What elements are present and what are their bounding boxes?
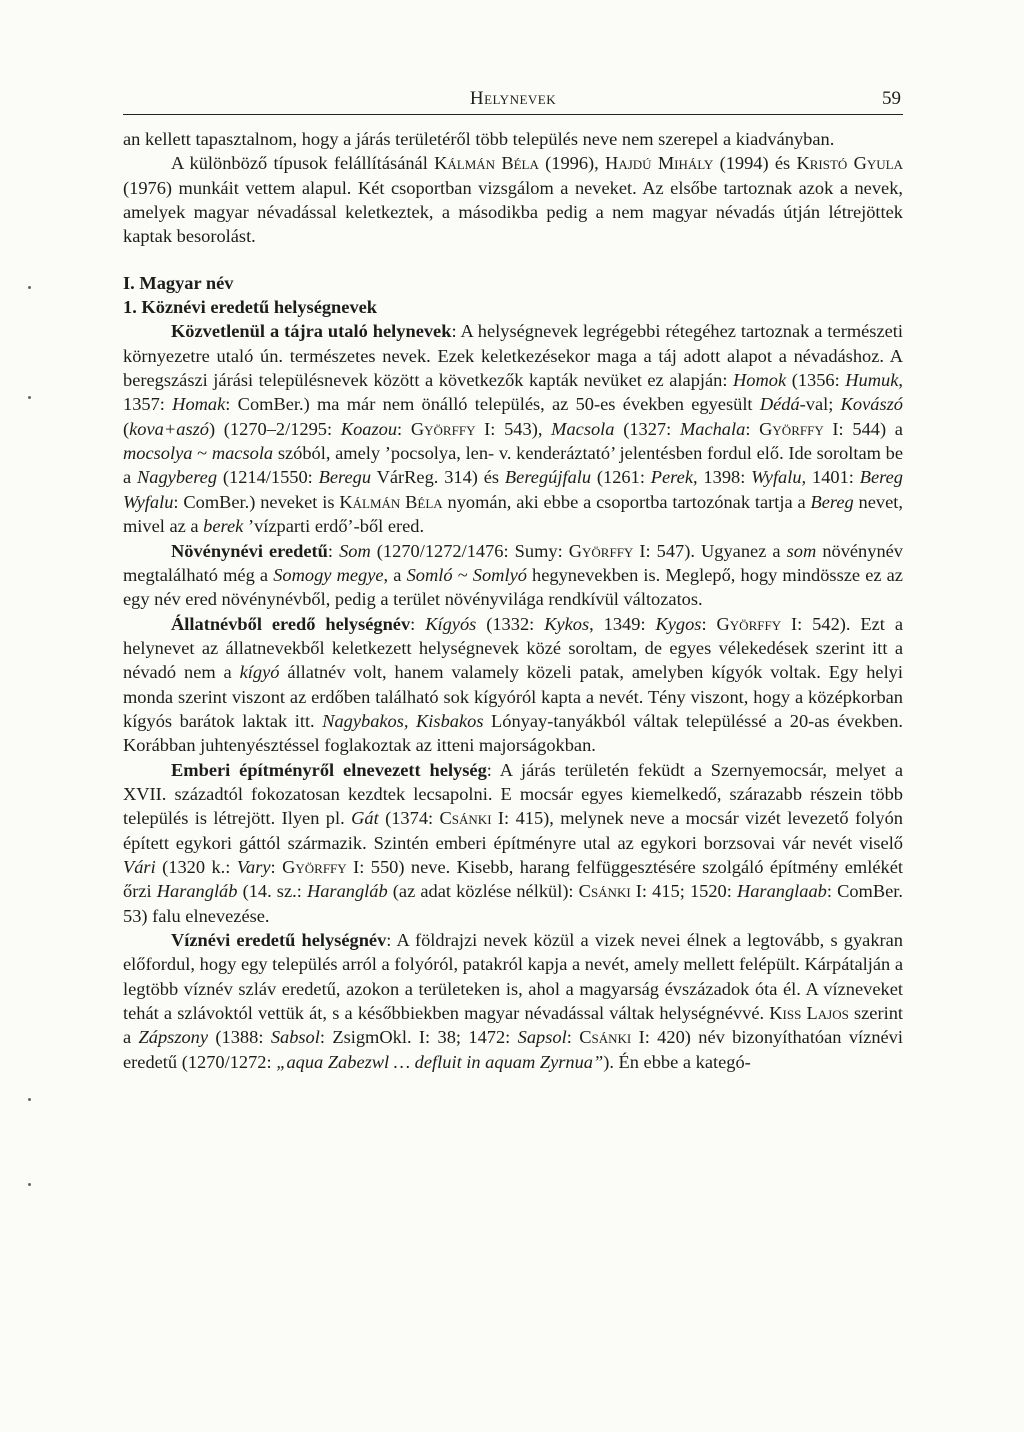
text-run: hegynevekben is. Meglepő, hogy mindössze ez az egy név ered növénynévből, pedig a terület növényvilága rendkívül változatos. bbox=[123, 564, 903, 610]
text-run: (14. sz.: bbox=[237, 881, 307, 902]
text-run: I: 543), bbox=[475, 418, 552, 439]
italic-term: kova+aszó bbox=[129, 418, 209, 439]
italic-term: Sabsol bbox=[270, 1027, 320, 1048]
text-run: : bbox=[270, 856, 283, 877]
paragraph-label: Emberi építményről elnevezett helység bbox=[171, 759, 487, 780]
page bbox=[123, 84, 903, 1074]
italic-term: Homok bbox=[733, 370, 787, 391]
text-run: (1374: bbox=[378, 808, 440, 829]
text-run: I: 544) a bbox=[823, 418, 903, 439]
author-name: Kálmán Béla bbox=[339, 491, 443, 512]
italic-term: Zápszony bbox=[138, 1027, 209, 1048]
italic-term: Kygos bbox=[655, 613, 702, 634]
paragraph bbox=[123, 612, 903, 758]
author-name: Kristó Gyula bbox=[796, 153, 903, 174]
text-run: , 1398: bbox=[692, 467, 752, 488]
text-run: I: 420) név bizonyíthatóan víznévi eredetű (1270/1272: bbox=[123, 1027, 903, 1072]
paragraph-label: Közvetlenül a tájra utaló helynevek bbox=[171, 321, 452, 342]
text-run: növénynév megtalálható még a bbox=[123, 540, 904, 585]
text-run: : A helységnevek legrégebbi rétegéhez tartoznak a természeti környezetre utaló ún. természetes nevek. Ezek keletkezésekor maga a táj adott alapot a névadáshoz. A beregszászi járási településnevek között a következők kapták nevüket ez alapján: bbox=[123, 321, 903, 391]
author-name: Kálmán Béla bbox=[434, 153, 539, 174]
paragraph bbox=[123, 758, 903, 928]
italic-term: Som bbox=[339, 540, 371, 561]
italic-term: Machala bbox=[679, 418, 746, 439]
italic-term: Somogy megye bbox=[273, 564, 384, 585]
italic-term: Nagybereg bbox=[137, 467, 218, 488]
italic-term: Beregu bbox=[318, 467, 372, 488]
text-run: : ComBer. 53) falu elnevezése. bbox=[123, 881, 903, 926]
text-run: an kellett tapasztalnom, hogy a járás területéről több település neve nem szerepel a kiadványban. bbox=[123, 129, 835, 149]
italic-term: Dédá bbox=[759, 394, 800, 415]
text-run: : bbox=[701, 613, 717, 634]
paragraph-label: Állatnévből eredő helységnév bbox=[171, 613, 411, 634]
text-run: Lónyay-tanyákból váltak településsé a 20-as években. Korábban juhtenyésztéssel foglakoztak az itteni majorságokban. bbox=[123, 710, 903, 756]
author-name: Kiss Lajos bbox=[769, 1003, 849, 1024]
italic-term: Kígyós bbox=[425, 613, 477, 634]
text-run: (1994) és bbox=[713, 153, 797, 174]
italic-term: berek bbox=[203, 516, 244, 537]
text-run: (1976) munkáit vettem alapul. Két csoportban vizsgálom a neveket. Az elsőbe tartoznak azok a nevek, amelyek magyar névadással keletkeztek, a másodikba pedig a nem magyar névadás útján létrejöttek kaptak besorolást. bbox=[123, 177, 903, 247]
italic-term: Gát bbox=[351, 808, 379, 829]
text-run: ’vízparti erdő’-ből ered. bbox=[243, 516, 425, 537]
text-run: : bbox=[410, 613, 426, 634]
italic-term: Homak bbox=[172, 394, 226, 415]
margin-mark bbox=[28, 1183, 31, 1186]
text-run: : A földrajzi nevek közül a vizek nevei élnek a legtovább, s gyakran előfordul, hogy egy település arról a folyóról, patakról kapja a nevét, amely mellett felépült. Kárpátalján a legtöbb víznév szláv eredetű, azokon a területeken is, ahol a magyarság évszázadok óta él. A vízneveket tehát a szlávoktól vettük át, s a későbbiekben magyar névadással váltak helységnévvé. bbox=[123, 930, 904, 1024]
text-run: szóból, amely ’pocsolya, len- v. kenderáztató’ jelentésben fordul elő. Ide soroltam be a bbox=[123, 443, 903, 488]
text-run: ~ bbox=[192, 443, 212, 464]
italic-term: kígyó bbox=[239, 662, 280, 683]
italic-term: Harangláb bbox=[156, 881, 238, 902]
text-run: (1356: bbox=[786, 370, 846, 391]
text-run: I: 550) neve. Kisebb, harang felfüggesztésére szolgáló építmény emlékét őrzi bbox=[123, 856, 903, 902]
paragraph-label: Növénynévi eredetű bbox=[171, 540, 328, 561]
author-name: Györffy bbox=[759, 418, 824, 439]
italic-term: „aqua Zabezwl … defluit in aquam Zyrnua” bbox=[276, 1051, 604, 1072]
paragraph bbox=[123, 928, 903, 1074]
text-run: : bbox=[397, 418, 411, 439]
author-name: Csánki bbox=[439, 808, 492, 829]
text-run: ( bbox=[123, 418, 130, 439]
text-run: (1320 k.: bbox=[155, 856, 237, 877]
italic-term: Humuk bbox=[845, 370, 899, 391]
italic-term: Bereg Wyfalu bbox=[123, 467, 903, 512]
italic-term: Wyfalu, bbox=[751, 467, 807, 488]
running-head bbox=[123, 84, 903, 115]
text-run: : ComBer.) ma már nem önálló település, az 50-es években egyesült bbox=[225, 394, 760, 415]
text-run: 1401: bbox=[806, 467, 860, 488]
italic-term: som bbox=[786, 540, 817, 561]
italic-term: Kykos bbox=[544, 613, 590, 634]
italic-term: Sapsol bbox=[517, 1027, 567, 1048]
text-run: : ComBer.) neveket is bbox=[173, 491, 340, 512]
text-run: , a bbox=[383, 564, 407, 585]
text-run: (1270/1272/1476: Sumy: bbox=[370, 540, 569, 561]
paragraph-label: Víznévi eredetű helységnév bbox=[171, 930, 387, 950]
text-run: I: 415), melynek neve a mocsár vizét levezető folyón épített egykori gáttól származik. Szintén emberi építményre utal az egykori borzsovai vár nevét viselő bbox=[123, 808, 903, 853]
italic-term: Bereg bbox=[810, 491, 854, 512]
page-number: 59 bbox=[882, 88, 901, 109]
text-run: VárReg. 314) és bbox=[371, 467, 505, 488]
italic-term: Somlyó bbox=[472, 564, 527, 585]
margin-mark bbox=[28, 396, 31, 399]
text-run: : A járás területén feküdt a Szernyemocsár, melyet a XVII. századtól fokozatosan kezdtek lecsapolni. E mocsár egyes kiemelkedő, szárazabb részein több település is létrejött. Ilyen pl. bbox=[123, 759, 903, 829]
text-run: I: 542). Ezt a helynevet az állatnevekből keletkezett helységnevek közé soroltam, de egyes vélekedések szerint itt a névadó nem a bbox=[123, 613, 904, 683]
text-run: (1261: bbox=[591, 467, 651, 488]
paragraph bbox=[123, 127, 903, 151]
italic-term: Vary bbox=[236, 856, 271, 877]
italic-term: Nagybakos, Kisbakos bbox=[322, 710, 484, 731]
paragraph bbox=[123, 151, 903, 248]
italic-term: Vári bbox=[123, 856, 156, 877]
text-run: : bbox=[745, 418, 760, 439]
text-run: I: 547). Ugyanez a bbox=[633, 540, 787, 561]
running-title: Helynevek bbox=[469, 88, 557, 109]
author-name: Csánki bbox=[578, 881, 631, 902]
author-name: Györffy bbox=[568, 540, 634, 561]
text-run: : bbox=[566, 1027, 580, 1048]
margin-mark bbox=[28, 286, 31, 289]
author-name: Csánki bbox=[579, 1027, 632, 1048]
text-run: nyomán, aki ebbe a csoportba tartozónak tartja a bbox=[442, 491, 811, 512]
text-run: A különböző típusok felállításánál bbox=[171, 153, 435, 174]
text-run: (1388: bbox=[208, 1027, 271, 1048]
paragraph bbox=[123, 539, 903, 612]
author-name: Györffy bbox=[282, 856, 347, 877]
italic-term: Macsola bbox=[551, 418, 615, 439]
margin-mark bbox=[28, 1098, 31, 1101]
text-run: : bbox=[327, 540, 340, 561]
text-run: ~ bbox=[452, 564, 473, 585]
text-run: (1332: bbox=[476, 613, 545, 634]
text-run: ) (1270–2/1295: bbox=[208, 418, 341, 439]
text-run: I: 415; 1520: bbox=[630, 881, 737, 902]
italic-term: Harangláb bbox=[306, 881, 388, 902]
text-run: -val; bbox=[799, 394, 841, 415]
italic-term: Koazou bbox=[340, 418, 398, 439]
text-run: (1327: bbox=[614, 418, 680, 439]
italic-term: Beregújfalu bbox=[504, 467, 592, 488]
text-run: nevet, mivel az a bbox=[123, 491, 903, 537]
text-run: , 1357: bbox=[123, 370, 903, 415]
text-run: (az adat közlése nélkül): bbox=[387, 881, 579, 902]
italic-term: Somló bbox=[406, 564, 453, 585]
paragraph bbox=[123, 319, 903, 538]
text-run: (1214/1550: bbox=[217, 467, 319, 488]
part-heading: I. Magyar név bbox=[123, 272, 234, 293]
text-run: állatnév volt, hanem valamely közeli patak, amelyben kígyók voltak. Egy helyi monda szerint viszont az erdőben található sok kígyóról kapta a nevét. Tény viszont, hogy a középkorban kígyós barátok laktak itt. bbox=[123, 662, 903, 731]
body-text bbox=[123, 127, 903, 1074]
text-run: (1996), bbox=[538, 153, 606, 174]
text-run: ). Én ebbe a kategó- bbox=[603, 1051, 751, 1072]
text-run: szerint a bbox=[123, 1003, 904, 1048]
italic-term: macsola bbox=[211, 443, 274, 464]
text-run: : ZsigmOkl. I: 38; 1472: bbox=[319, 1027, 518, 1048]
author-name: Györffy bbox=[410, 418, 476, 439]
italic-term: Haranglaab bbox=[736, 881, 827, 902]
italic-term: Perek bbox=[650, 467, 693, 488]
italic-term: mocsolya bbox=[123, 443, 193, 464]
author-name: Györffy bbox=[716, 613, 782, 634]
author-name: Hajdú Mihály bbox=[605, 153, 714, 174]
section-heading: 1. Köznévi eredetű helységnevek bbox=[123, 297, 378, 318]
text-run: , 1349: bbox=[589, 613, 656, 634]
italic-term: Kovászó bbox=[840, 394, 903, 415]
